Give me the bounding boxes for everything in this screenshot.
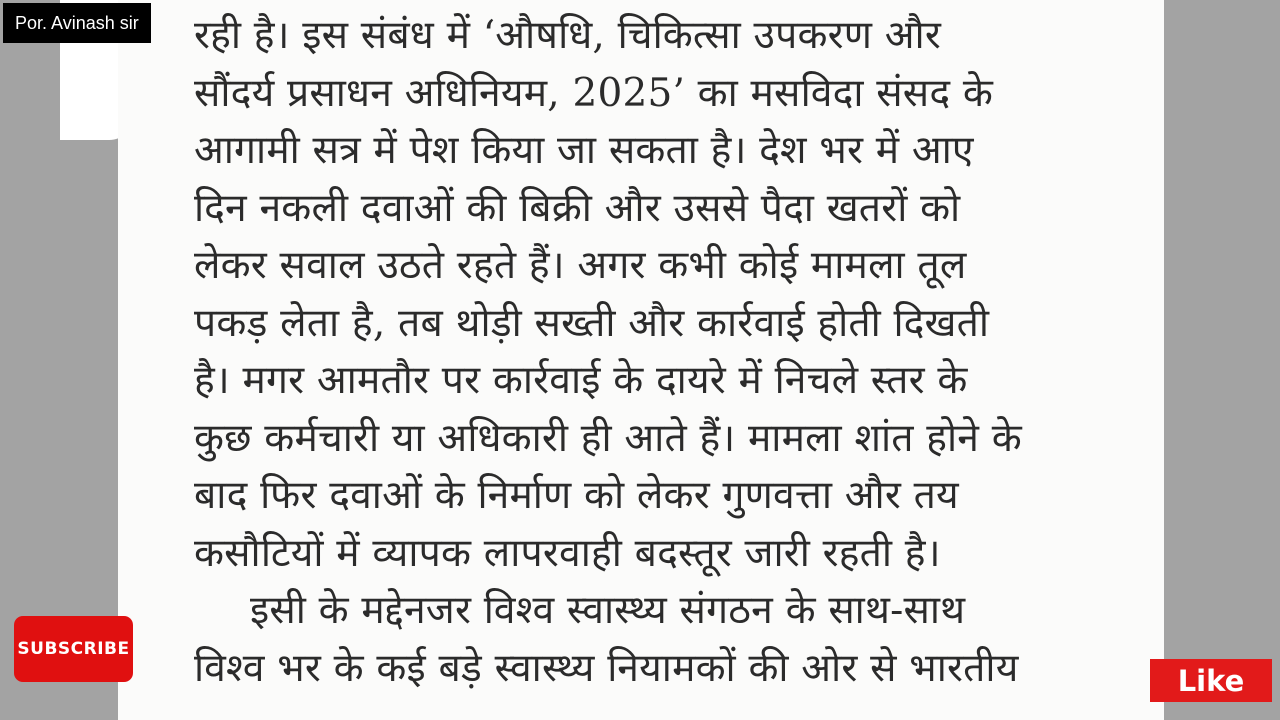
article-line: सौंदर्य प्रसाधन अधिनियम, 2025’ का मसविदा संसद के (194, 70, 993, 116)
article-line: कुछ कर्मचारी या अधिकारी ही आते हैं। मामला शांत होने के (194, 415, 1022, 461)
article-line: विश्व भर के कई बड़े स्वास्थ्य नियामकों की ओर से भारतीय (194, 645, 1019, 691)
left-background-panel (0, 0, 118, 720)
article-text (194, 7, 1144, 697)
article-line: बाद फिर दवाओं के निर्माण को लेकर गुणवत्ता और तय (194, 473, 959, 518)
right-background-panel (1164, 0, 1280, 720)
article-line: इसी के मद्देनजर विश्व स्वास्थ्य संगठन के साथ-साथ (250, 588, 966, 633)
article-line: रही है। इस संबंध में ‘औषधि, चिकित्सा उपकरण और (194, 13, 942, 58)
subscribe-button[interactable]: SUBSCRIBE (14, 616, 133, 682)
article-line: आगामी सत्र में पेश किया जा सकता है। देश भर में आए (194, 128, 974, 173)
article-line: लेकर सवाल उठते रहते हैं। अगर कभी कोई मामला तूल (194, 243, 967, 288)
like-button[interactable]: Like (1150, 659, 1272, 702)
article-line: कसौटियों में व्यापक लापरवाही बदस्तूर जारी रहती है। (194, 530, 941, 576)
author-watermark: Por. Avinash sir (3, 3, 151, 43)
article-line: पकड़ लेता है, तब थोड़ी सख्ती और कार्रवाई होती दिखती (194, 300, 990, 346)
article-line: है। मगर आमतौर पर कार्रवाई के दायरे में निचले स्तर के (194, 358, 968, 403)
article-line: दिन नकली दवाओं की बिक्री और उससे पैदा खतरों को (194, 185, 961, 231)
